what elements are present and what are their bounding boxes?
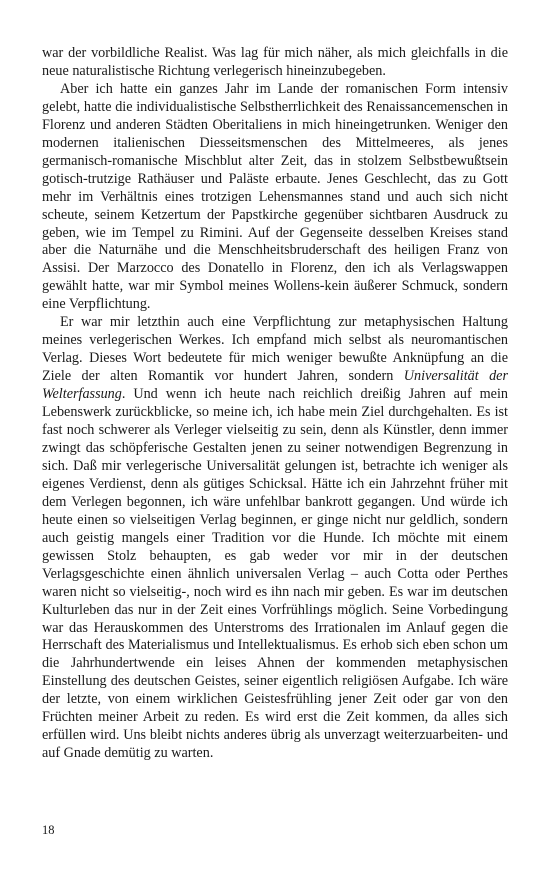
paragraph-2: Aber ich hatte ein ganzes Jahr im Lande der romanischen Form intensiv gelebt, hatte die individualistische Selbstherrlichkeit des Renaissancemenschen in Florenz und anderen Städten Oberitaliens in mich hineingetrunken. Weniger den modernen italienischen Diesseitsmenschen des Mittelmeeres, als jenes germanisch-romanische Mischblut alter Zeit, das in stolzem Selbstbewußtsein gotisch-trutzige Rathäuser und Paläste erbaute. Jenes Geschlecht, das zu Gott mehr im Verhältnis eines trotzigen Lehensmannes stand und auch sich nicht scheute, seinem Ketzertum der Papstkirche gegenüber sichtbaren Ausdruck zu geben, wie im Tempel zu Rimini. Auf der Gegenseite desselben Kreises stand aber die Naturnähe und die Menschheitsbruderschaft des heiligen Franz von Assisi. Der Marzocco des Donatello in Florenz, den ich als Verlagswappen gewählt hatte, war mir Symbol meines Wollens-kein äußerer Schmuck, sondern eine Verpflichtung. <box>42 80 508 313</box>
paragraph-3 <box>42 314 508 763</box>
paragraph-3-text-after: . Und wenn ich heute nach reichlich dreißig Jahren auf mein Lebenswerk zurückblicke, so meine ich, ich habe mein Ziel durchgehalten. Es ist fast noch schwerer als Verleger vielseitig zu sein, denn als Künstler, denn immer zwingt das schöpferische Gestalten jenen zu seiner notwendigen Begrenzung in sich. Daß mir verlegerische Universalität gelungen ist, betrachte ich weniger als eigenes Verdienst, denn als gütiges Schicksal. Hätte ich ein Jahrzehnt früher mit dem Verlegen begonnen, ich wäre unfehlbar bankrott gegangen. Und würde ich heute einen so vielseitigen Verlag beginnen, er ginge nicht nur geldlich, sondern auch geistig mangels einer Tradition vor die Hunde. Ich möchte mit einem gewissen Stolz behaupten, es gab weder vor mir in der deutschen Verlagsgeschichte einen ähnlich universalen Verlag – auch Cotta oder Perthes waren nicht so vielseitig-, noch wird es ihn nach mir geben. Es war im deutschen Kulturleben das nur in der Zeit eines Vorfrühlings möglich. Seine Vorbedingung war das Herauskommen des Unterstroms des Irrationalen im Anlauf gegen die Herrschaft des Materialismus und Intellektualismus. Es erhob sich eben schon um die Jahrhundertwende ein leises Ahnen der kommenden metaphysischen Einstellung des deutschen Geistes, seiner eigentlich religiösen Aufgabe. Ich wäre der letzte, von einem wirklichen Geistesfrühling jener Zeit oder gar von den Früchten meiner Arbeit zu reden. Es wird erst die Zeit kommen, da alles sich erfüllen wird. Uns bleibt nichts anderes übrig als unverzagt weiterzuarbeiten- und auf Gnade demütig zu warten. <box>42 386 508 762</box>
paragraph-3-emphasis: Universalität der Welterfassung <box>42 368 508 403</box>
paragraph-1: war der vorbildliche Realist. Was lag für mich näher, als mich gleichfalls in die neue naturalistische Richtung verlegerisch hineinzubegeben. <box>42 45 508 79</box>
body-text <box>42 45 508 763</box>
paragraph-3-text-before: Er war mir letzthin auch eine Verpflichtung zur metaphysischen Haltung meines verlegerischen Werkes. Ich empfand mich selbst als neuromantischen Verlag. Dieses Wort bedeutete für mich weniger bewußte Anknüpfung an die Ziele der alten Romantik vor hundert Jahren, sondern <box>42 314 508 385</box>
page-number: 18 <box>42 823 55 837</box>
